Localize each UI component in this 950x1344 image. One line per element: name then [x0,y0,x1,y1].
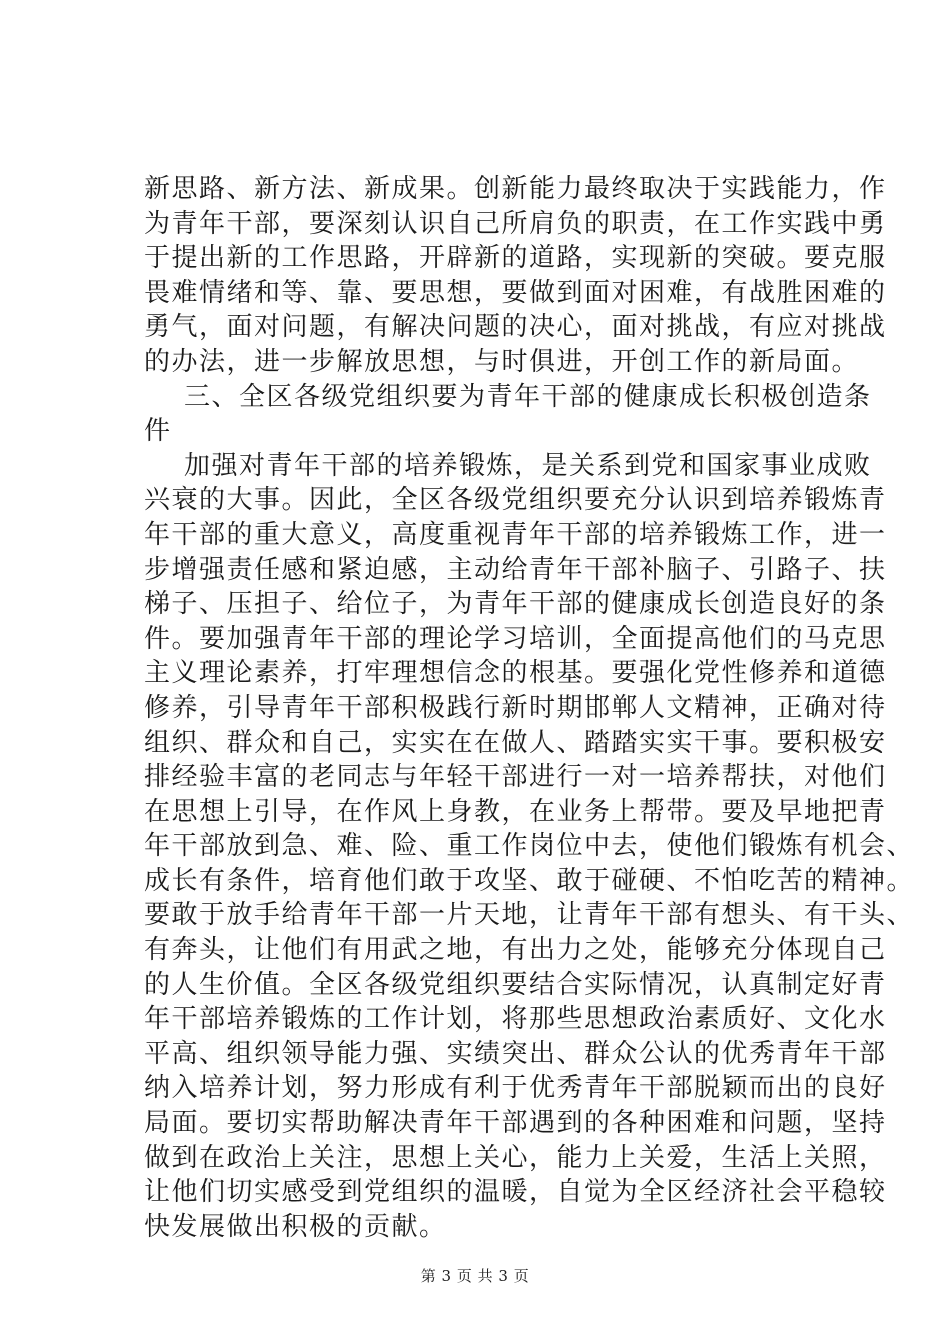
text-line: 的办法，进一步解放思想，与时俱进，开创工作的新局面。 [144,346,860,377]
text-line: 梯子、压担子、给位子，为青年干部的健康成长创造良好的条 [144,589,887,620]
text-line: 年干部放到急、难、险、重工作岗位中去，使他们锻炼有机会、 [144,831,915,862]
paragraph-body [144,449,915,1245]
section-heading [144,380,872,449]
heading-line: 三、全区各级党组织要为青年干部的健康成长积极创造条 [184,381,872,412]
text-line: 组织、群众和自己，实实在在做人、踏踏实实干事。要积极安 [144,727,887,758]
page-number-label: 第 3 页 共 3 页 [420,1267,530,1285]
document-body [144,172,915,1244]
text-line: 兴衰的大事。因此，全区各级党组织要充分认识到培养锻炼青 [144,485,887,516]
text-line: 加强对青年干部的培养锻炼，是关系到党和国家事业成败 [184,450,872,481]
page-footer [0,1265,950,1286]
text-line: 快发展做出积极的贡献。 [144,1211,447,1242]
text-line: 纳入培养计划，努力形成有利于优秀青年干部脱颖而出的良好 [144,1073,887,1104]
text-line: 的人生价值。全区各级党组织要结合实际情况，认真制定好青 [144,969,887,1000]
text-line: 勇气，面对问题，有解决问题的决心，面对挑战，有应对挑战 [144,312,887,343]
heading-line: 件 [144,416,172,447]
text-line: 要敢于放手给青年干部一片天地，让青年干部有想头、有干头、 [144,900,915,931]
text-line: 平高、组织领导能力强、实绩突出、群众公认的优秀青年干部 [144,1038,887,1069]
text-line: 为青年干部，要深刻认识自己所肩负的职责，在工作实践中勇 [144,208,887,239]
text-line: 让他们切实感受到党组织的温暖，自觉为全区经济社会平稳较 [144,1177,887,1208]
text-line: 在思想上引导，在作风上身教，在业务上帮带。要及早地把青 [144,796,887,827]
text-line: 做到在政治上关注，思想上关心，能力上关爱，生活上关照， [144,1142,887,1173]
text-line: 排经验丰富的老同志与年轻干部进行一对一培养帮扶，对他们 [144,762,887,793]
text-line: 主义理论素养，打牢理想信念的根基。要强化党性修养和道德 [144,658,887,689]
text-line: 于提出新的工作思路，开辟新的道路，实现新的突破。要克服 [144,243,887,274]
text-line: 修养，引导青年干部积极践行新时期邯郸人文精神，正确对待 [144,692,887,723]
text-line: 步增强责任感和紧迫感，主动给青年干部补脑子、引路子、扶 [144,554,887,585]
text-line: 年干部的重大意义，高度重视青年干部的培养锻炼工作，进一 [144,519,887,550]
text-line: 新思路、新方法、新成果。创新能力最终取决于实践能力，作 [144,174,887,204]
text-line: 成长有条件，培育他们敢于攻坚、敢于碰硬、不怕吃苦的精神。 [144,865,915,896]
text-line: 年干部培养锻炼的工作计划，将那些思想政治素质好、文化水 [144,1004,887,1035]
paragraph-continued [144,172,887,380]
text-line: 畏难情绪和等、靠、要思想，要做到面对困难，有战胜困难的 [144,277,887,308]
text-line: 件。要加强青年干部的理论学习培训，全面提高他们的马克思 [144,623,887,654]
text-line: 局面。要切实帮助解决青年干部遇到的各种困难和问题，坚持 [144,1108,887,1139]
text-line: 有奔头，让他们有用武之地，有出力之处，能够充分体现自己 [144,935,887,966]
